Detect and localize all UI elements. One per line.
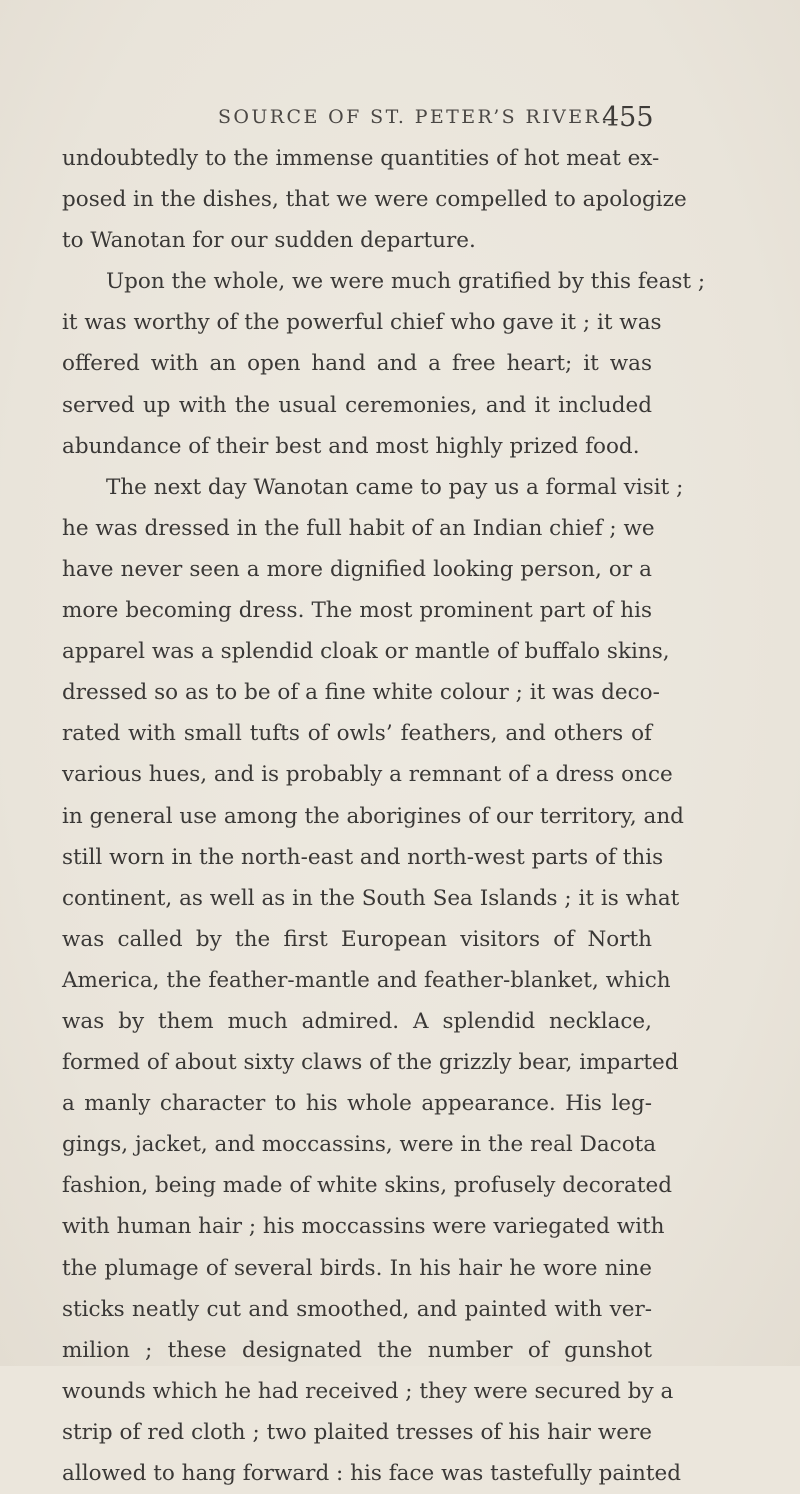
- text-line: strip of red cloth ; two plaited tresses of his hair were: [62, 1419, 652, 1445]
- text-line: was called by the first European visitors of North: [62, 926, 652, 952]
- text-line: still worn in the north-east and north-west parts of this: [62, 844, 664, 870]
- page-header: [0, 102, 800, 136]
- text-line: with human hair ; his moccassins were variegated with: [62, 1214, 665, 1240]
- text-line: to Wanotan for our sudden departure.: [62, 228, 476, 254]
- text-line: dressed so as to be of a fine white colour ; it was deco-: [62, 680, 660, 706]
- text-line: it was worthy of the powerful chief who gave it ; it was: [62, 310, 662, 336]
- text-line: more becoming dress. The most prominent part of his: [62, 598, 652, 624]
- text-line: he was dressed in the full habit of an Indian chief ; we: [62, 515, 655, 541]
- text-line: The next day Wanotan came to pay us a formal visit ;: [106, 474, 684, 500]
- text-line: abundance of their best and most highly prized food.: [62, 433, 640, 459]
- text-line: was by them much admired. A splendid necklace,: [62, 1008, 652, 1034]
- text-line: milion ; these designated the number of gunshot: [62, 1337, 652, 1363]
- body-text: [62, 138, 706, 1494]
- text-line: sticks neatly cut and smoothed, and painted with ver-: [62, 1296, 652, 1322]
- text-line: Upon the whole, we were much gratified by this feast ;: [106, 269, 706, 295]
- text-line: formed of about sixty claws of the grizzly bear, imparted: [62, 1050, 679, 1076]
- text-line: continent, as well as in the South Sea Islands ; it is what: [62, 885, 680, 911]
- text-line: served up with the usual ceremonies, and it included: [62, 392, 652, 418]
- text-line: fashion, being made of white skins, profusely decorated: [62, 1173, 672, 1199]
- text-line: a manly character to his whole appearance. His leg-: [62, 1091, 652, 1117]
- text-line: various hues, and is probably a remnant of a dress once: [62, 762, 673, 788]
- running-title: SOURCE OF ST. PETER’S RIVER.: [218, 106, 610, 128]
- text-line: America, the feather-mantle and feather-blanket, which: [62, 967, 671, 993]
- text-line: posed in the dishes, that we were compelled to apologize: [62, 187, 687, 213]
- text-line: undoubtedly to the immense quantities of hot meat ex-: [62, 146, 660, 171]
- text-line: in general use among the aborigines of our territory, and: [62, 803, 684, 829]
- text-line: gings, jacket, and moccassins, were in the real Dacota: [62, 1132, 657, 1158]
- text-line: allowed to hang forward : his face was tastefully painted: [62, 1461, 681, 1486]
- text-line: the plumage of several birds. In his hair he wore nine: [62, 1255, 652, 1281]
- text-line: have never seen a more dignified looking person, or a: [62, 556, 652, 582]
- text-line: wounds which he had received ; they were secured by a: [62, 1378, 674, 1404]
- text-line: rated with small tufts of owls’ feathers, and others of: [62, 721, 652, 747]
- page-number: 455: [602, 102, 654, 133]
- text-line: offered with an open hand and a free heart; it was: [62, 351, 652, 377]
- text-line: apparel was a splendid cloak or mantle of buffalo skins,: [62, 639, 670, 665]
